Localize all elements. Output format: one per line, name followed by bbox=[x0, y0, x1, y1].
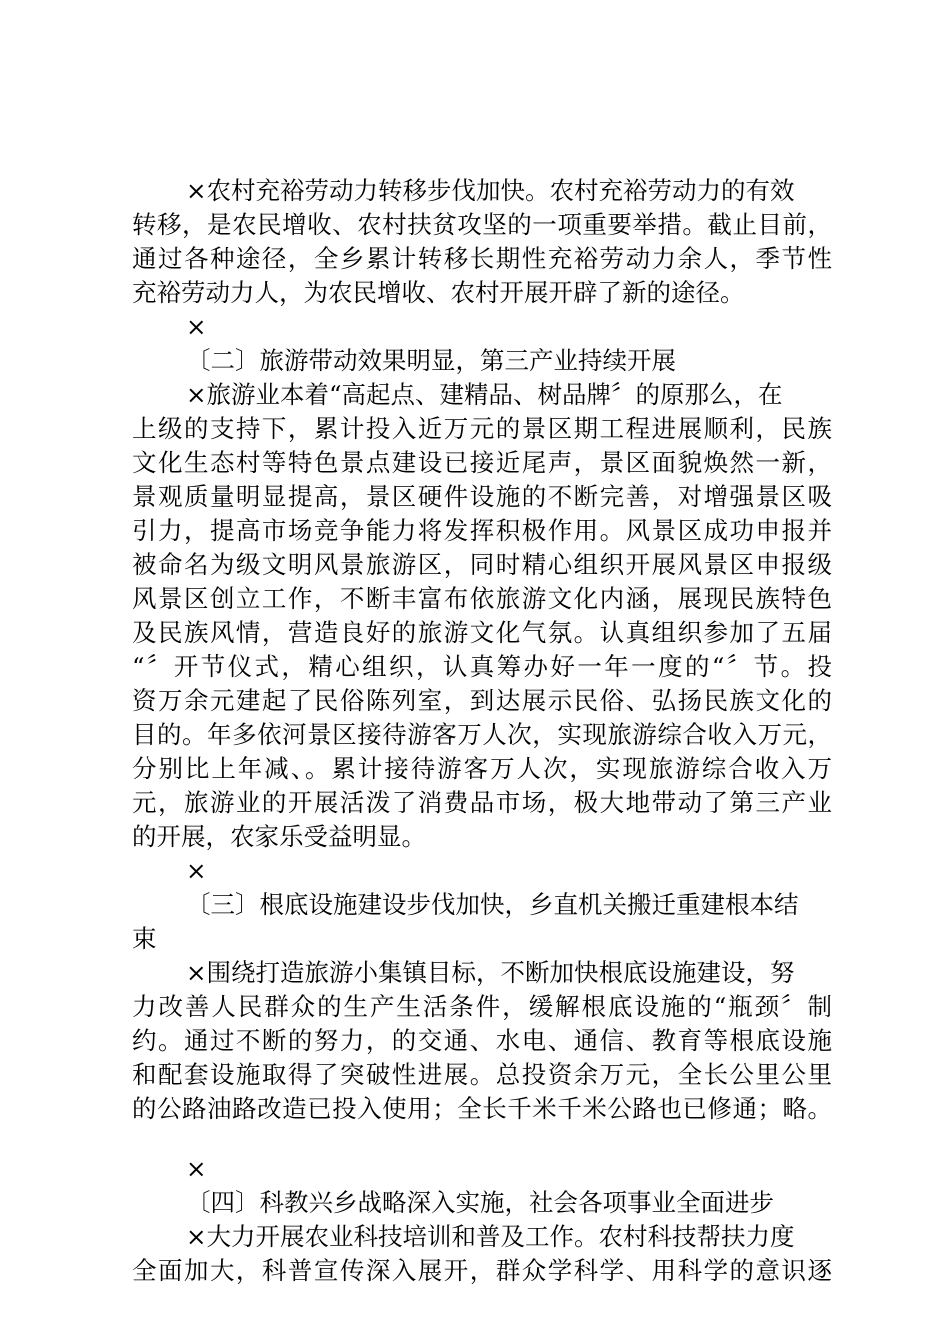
text-line: 转移，是农民增收、农村扶贫攻坚的一项重要举措。截止目前， bbox=[132, 210, 832, 239]
text-line: ×大力开展农业科技培训和普及工作。农村科技帮扶力度 bbox=[186, 1222, 795, 1251]
text-line: 的开展，农家乐受益明显。 bbox=[132, 822, 426, 851]
text-line: 约。通过不断的努力，的交通、水电、通信、教育等根底设施 bbox=[132, 1026, 832, 1055]
text-line: 和配套设施取得了突破性进展。总投资余万元，全长公里公里 bbox=[132, 1060, 832, 1089]
text-line: 目的。年多依河景区接待游客万人次，实现旅游综合收入万元， bbox=[132, 720, 832, 749]
text-line: ×旅游业本着“高起点、建精品、树品牌〞的原那么，在 bbox=[186, 380, 783, 409]
text-line: 全面加大，科普宣传深入展开，群众学科学、用科学的意识逐 bbox=[132, 1256, 832, 1285]
text-line: × bbox=[186, 1154, 207, 1183]
section-heading: 〔四〕科教兴乡战略深入实施，社会各项事业全面进步 bbox=[186, 1188, 774, 1217]
text-line: 的公路油路改造已投入使用；全长千米千米公路也已修通；略。 bbox=[132, 1094, 832, 1123]
text-line: 景观质量明显提高，景区硬件设施的不断完善，对增强景区吸 bbox=[132, 482, 832, 511]
text-line: × bbox=[186, 312, 207, 341]
text-line: ×农村充裕劳动力转移步伐加快。农村充裕劳动力的有效 bbox=[186, 176, 795, 205]
text-line: 力改善人民群众的生产生活条件，缓解根底设施的“瓶颈〞制 bbox=[132, 992, 832, 1021]
text-line: 被命名为级文明风景旅游区，同时精心组织开展风景区申报级 bbox=[132, 550, 832, 579]
text-line: 文化生态村等特色景点建设已接近尾声，景区面貌焕然一新， bbox=[132, 448, 832, 477]
section-heading-continuation: 束 bbox=[132, 924, 157, 953]
section-heading: 〔三〕根底设施建设步伐加快，乡直机关搬迁重建根本结 bbox=[186, 890, 799, 919]
text-line: × bbox=[186, 856, 207, 885]
text-line: 充裕劳动力人，为农民增收、农村开展开辟了新的途径。 bbox=[132, 278, 745, 307]
text-line: 分别比上年减、。累计接待游客万人次，实现旅游综合收入万 bbox=[132, 754, 832, 783]
text-line: 上级的支持下，累计投入近万元的景区期工程进展顺利，民族 bbox=[132, 414, 832, 443]
text-line: 资万余元建起了民俗陈列室，到达展示民俗、弘扬民族文化的 bbox=[132, 686, 832, 715]
text-line: “〞开节仪式，精心组织，认真筹办好一年一度的“〞节。投 bbox=[132, 652, 832, 681]
section-heading: 〔二〕旅游带动效果明显，第三产业持续开展 bbox=[186, 346, 676, 375]
text-line: 引力，提高市场竞争能力将发挥积极作用。风景区成功申报并 bbox=[132, 516, 832, 545]
text-line: 元，旅游业的开展活泼了消费品市场，极大地带动了第三产业 bbox=[132, 788, 832, 817]
text-line: 风景区创立工作，不断丰富布依旅游文化内涵，展现民族特色 bbox=[132, 584, 832, 613]
text-line: 通过各种途径，全乡累计转移长期性充裕劳动力余人，季节性 bbox=[132, 244, 832, 273]
text-line: 及民族风情，营造良好的旅游文化气氛。认真组织参加了五届 bbox=[132, 618, 832, 647]
text-line: ×围绕打造旅游小集镇目标，不断加快根底设施建设，努 bbox=[186, 958, 795, 987]
